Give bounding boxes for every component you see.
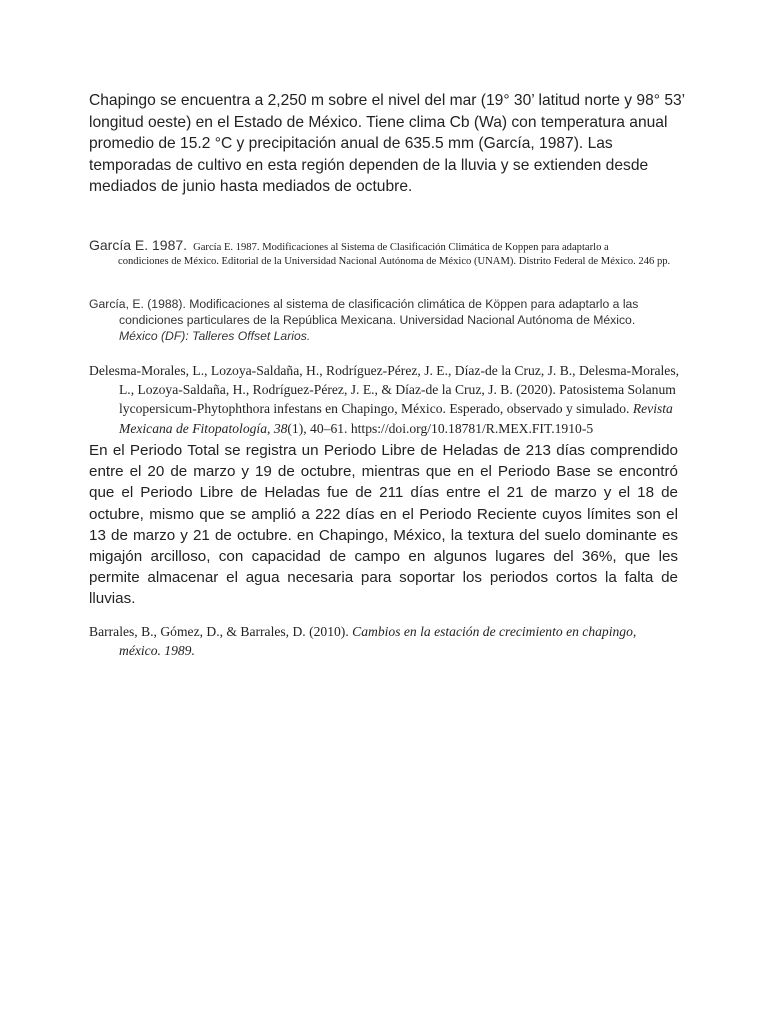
reference-authors-a: Delesma-Morales, L., Lozoya-Saldaña, H., Rodríguez-Pérez, J. E., Díaz-de la Cruz, J. B., (89, 363, 576, 378)
reference-journal: Revista Mexicana de Fitopatología (119, 401, 673, 436)
reference-authors-b: Delesma-Morales, L., Lozoya-Saldaña, H., Rodríguez-Pérez, J. E., & Díaz-de la Cruz, J. B. (2020). Patosistema Solanum lycopersicum-Phytophthora infestans en Chapingo, México. Esperado, observado y simulado. (119, 363, 680, 417)
reference-text: García, E. (1988). Modificaciones al sistema de clasificación climática de Köppen para adaptarlo a las condiciones particulares de la República Mexicana. Universidad Nacional Autónoma de México. (89, 297, 639, 328)
reference-doi: https://doi.org/10.18781/R.MEX.FIT.1910-5 (350, 420, 594, 436)
reference-lead: García E. 1987. (89, 237, 188, 253)
reference-title: Cambios en la estación de crecimiento en chapingo, méxico. 1989. (119, 624, 637, 658)
reference-volume: 38 (273, 420, 288, 436)
reference-garcia-1988 (89, 296, 673, 345)
reference-garcia-1987 (89, 237, 683, 268)
reference-text: García E. 1987. Modificaciones al Sistema de Clasificación Climática de Koppen para adaptarlo a (193, 242, 609, 253)
reference-separator: , (267, 420, 271, 436)
reference-first-line (89, 237, 683, 255)
reference-barrales-2010 (89, 622, 649, 660)
reference-publisher: México (DF): Talleres Offset Larios. (119, 329, 311, 344)
reference-continuation: condiciones de México. Editorial de la Universidad Nacional Autónoma de México (UNAM). Distrito Federal de México. 246 pp. (118, 255, 671, 267)
intro-paragraph: Chapingo se encuentra a 2,250 m sobre el nivel del mar (19° 30’ latitud norte y 98° 53’ longitud oeste) en el Estado de México. Tiene clima Cb (Wa) con temperatura anual promedio de 15.2 °C y precipitación anual de 635.5 mm (García, 1987). Las temporadas de cultivo en esta región dependen de la lluvia y se extienden desde mediados de junio hasta mediados de octubre. (89, 92, 685, 195)
reference-issue-pages: (1), 40–61. (287, 420, 348, 436)
reference-delesma-2020 (89, 361, 685, 438)
frost-free-paragraph: En el Periodo Total se registra un Periodo Libre de Heladas de 213 días comprendido entre el 20 de marzo y 19 de octubre, mientras que en el Periodo Base se encontró que el Periodo Libre de Heladas fue de 211 días entre el 21 de marzo y el 18 de octubre, mismo que se amplió a 222 días en el Periodo Reciente cuyos límites son el 13 de marzo y 21 de octubre. en Chapingo, México, la textura del suelo dominante es migajón arcilloso, con capacidad de campo en algunos lugares del 36%, que les permite almacenar el agua necesaria para soportar los periodos cortos la falta de lluvias. (89, 442, 678, 608)
reference-authors: Barrales, B., Gómez, D., & Barrales, D. (2010). (89, 624, 349, 639)
